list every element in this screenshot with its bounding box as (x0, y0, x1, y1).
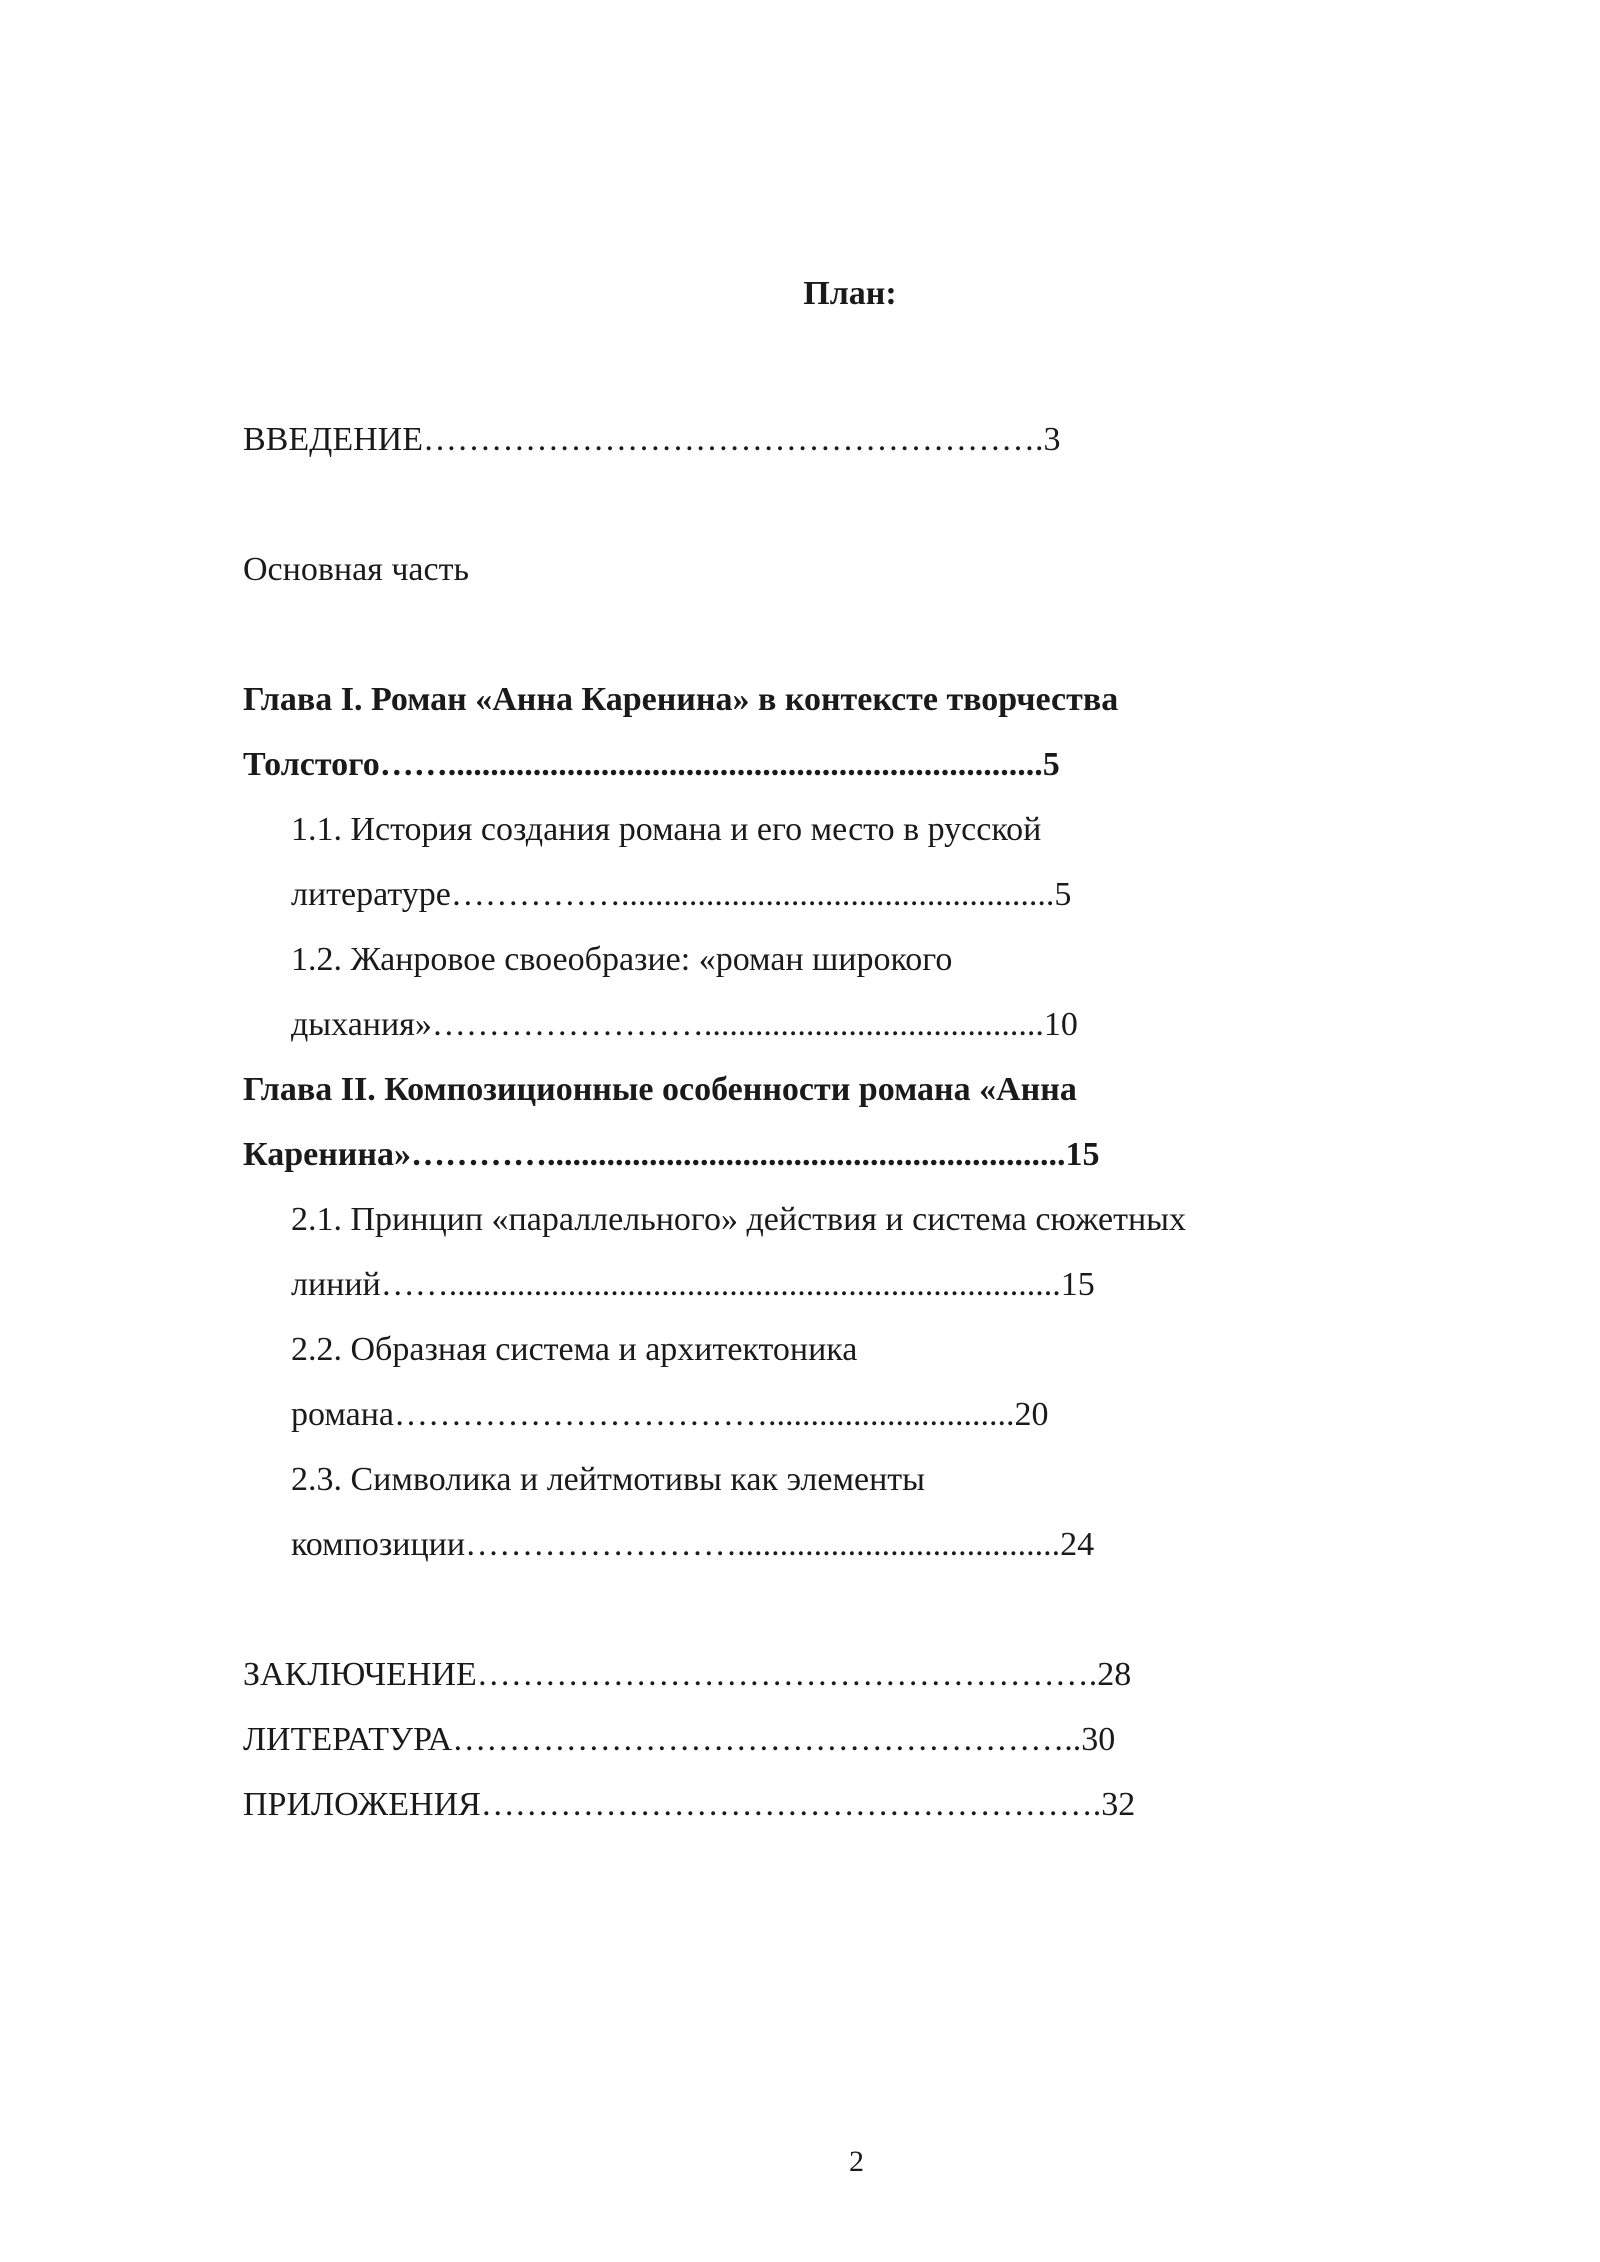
toc-section-2-2-page: романа…………………………….............................20 (291, 1396, 1049, 1433)
toc-section-1-2-page: дыхания»……………………........................................10 (291, 1006, 1078, 1043)
toc-chapter-1-page: Толстого……......................................................................5 (243, 746, 1060, 783)
toc-chapter-2-title: Глава II. Композиционные особенности романа «Анна (243, 1071, 1077, 1108)
toc-section-2-1-title: 2.1. Принцип «параллельного» действия и система сюжетных (291, 1201, 1186, 1238)
toc-chapter-2-page: Каренина»………….............................................................15 (243, 1136, 1100, 1173)
toc-literature: ЛИТЕРАТУРА………………………………………………..30 (243, 1721, 1116, 1758)
toc-section-1-1-page: литературе……………...................................................5 (291, 876, 1072, 913)
toc-section-1-1-title: 1.1. История создания романа и его место в русской (291, 811, 1042, 848)
toc-section-2-3-title: 2.3. Символика и лейтмотивы как элементы (291, 1461, 925, 1498)
page-number: 2 (849, 2145, 864, 2178)
toc-section-2-3-page: композиции……………………......................................24 (291, 1526, 1095, 1563)
toc-section-1-2-title: 1.2. Жанровое своеобразие: «роман широкого (291, 941, 953, 978)
toc-chapter-1-title: Глава I. Роман «Анна Каренина» в контексте творчества (243, 681, 1119, 718)
toc-conclusion: ЗАКЛЮЧЕНИЕ……………………………………………….28 (243, 1656, 1132, 1693)
toc-section-2-2-title: 2.2. Образная система и архитектоника (291, 1331, 858, 1368)
toc-main-part-heading: Основная часть (243, 551, 469, 588)
toc-section-2-1-page: линий……........................................................................15 (291, 1266, 1095, 1303)
page-title: План: (803, 275, 897, 312)
toc-appendices: ПРИЛОЖЕНИЯ……………………………………………….32 (243, 1786, 1136, 1823)
toc-introduction: ВВЕДЕНИЕ……………………………………………….3 (243, 421, 1061, 458)
